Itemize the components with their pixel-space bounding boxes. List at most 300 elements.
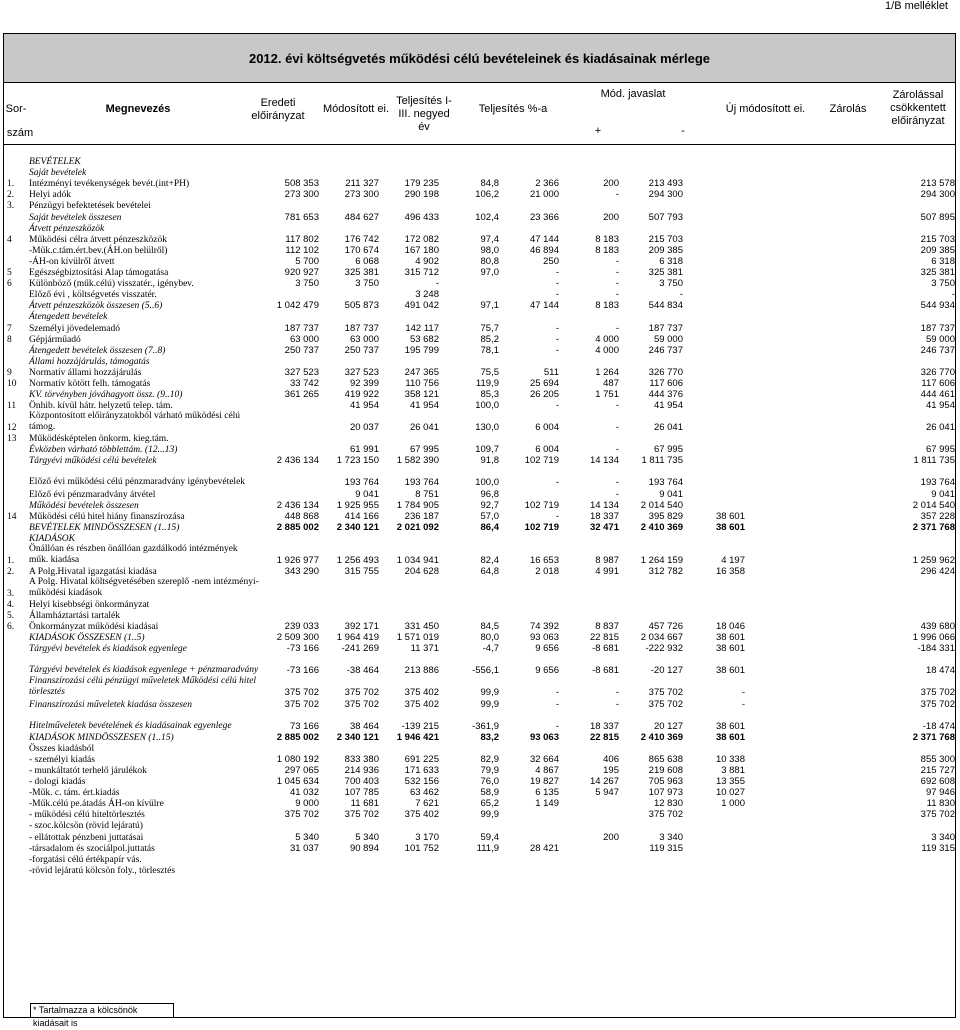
header-plus: + [594,125,602,137]
row-number [6,798,28,809]
cell-value: - [555,720,559,732]
cell-value [746,156,956,167]
cell-value [684,245,746,256]
cell-value: 4 197 [721,554,745,566]
header-megnevezes: Megnevezés [105,103,171,115]
row-label: - működési célú hiteltörlesztés [29,810,145,821]
cell-value: - [615,400,619,412]
cell-value: 2 021 092 [396,521,439,533]
row-label: Egészségbiztosítási Alap támogatása [29,268,169,279]
cell-value [320,156,380,167]
cell-value [500,167,560,178]
cell-value: 239 033 [284,621,319,633]
cell-value [684,843,746,854]
row-number [6,865,28,876]
cell-value: 375 702 [284,809,319,821]
cell-value [260,577,320,599]
cell-value: - [741,698,745,710]
row-number [6,356,28,367]
cell-value: 6 318 [931,255,955,267]
cell-value: 6 068 [355,255,379,267]
cell-value: 117 802 [285,233,319,245]
header-zarolas: Zárolás [829,103,867,115]
cell-value: 57,0 [480,510,499,522]
cell-value: 294 300 [648,189,683,201]
row-label: -társadalom és szociálpol.juttatás [29,843,155,854]
cell-value: 170 674 [344,244,379,256]
cell-value: 2 366 [535,178,559,190]
cell-value [560,820,620,831]
cell-value: 97,1 [480,300,499,312]
cell-value: 18 474 [925,665,955,677]
cell-value: 1 256 493 [336,554,379,566]
cell-value: 444 461 [920,389,955,401]
cell-value: - [615,422,619,434]
cell-value: 111,9 [476,842,499,854]
cell-value [500,356,560,367]
cell-value: 8 837 [595,621,619,633]
row-label: - munkáltatót terhelő járulékok [29,765,147,776]
cell-value: 325 381 [344,267,379,279]
cell-value: - [615,444,619,456]
cell-value: 2 410 369 [640,731,683,743]
row-label: Működési célra átvett pénzeszközök [29,234,167,245]
cell-value: 80,8 [480,255,499,267]
row-number [6,345,28,356]
row-number [6,632,28,643]
cell-value: 19 827 [529,776,559,788]
cell-value: 457 726 [648,621,683,633]
cell-value [380,533,440,544]
cell-value [500,311,560,322]
cell-value: 41 954 [653,400,683,412]
cell-value [684,223,746,234]
cell-value [260,167,320,178]
cell-value: 93 063 [529,632,559,644]
row-label: -rövid lejáratú kölcsön foly., törlesztés [29,865,176,876]
row-number [6,455,28,466]
cell-value [620,356,684,367]
cell-value: 22 815 [589,731,619,743]
cell-value [380,156,440,167]
cell-value: 38 601 [715,731,745,743]
cell-value [500,809,560,820]
cell-value: 86,4 [480,521,499,533]
row-number [6,643,28,654]
row-label: Pénzügyi befektetések bevételei [29,201,151,212]
cell-value: 532 156 [404,776,439,788]
cell-value [684,211,746,222]
cell-value: 3 750 [295,278,319,290]
cell-value: - [555,322,559,334]
row-label: Államháztartási tartalék [29,611,120,622]
cell-value: 209 385 [920,244,955,256]
table-row [6,654,956,676]
row-label: Saját bevételek [29,168,87,179]
cell-value: 67 995 [925,444,955,456]
cell-value: 38 601 [715,720,745,732]
cell-value [620,577,684,599]
cell-value [260,743,320,754]
cell-value [260,854,320,865]
row-number [6,765,28,776]
cell-value: 326 770 [648,366,683,378]
cell-value: 100,0 [475,400,499,412]
cell-value: 14 134 [589,499,619,511]
cell-value: 26 041 [925,422,955,434]
cell-value [684,455,746,466]
cell-value: 375 702 [648,809,683,821]
cell-value: 102 719 [524,455,559,467]
cell-value: 496 433 [404,211,439,223]
cell-value: 59 000 [925,333,955,345]
cell-value: 439 680 [920,621,955,633]
row-number [6,466,28,488]
row-label: Hitelműveletek bevételének és kiadásainak egyenlege [29,720,232,731]
cell-value: 74 392 [529,621,559,633]
row-number [6,787,28,798]
cell-value: 67 995 [653,444,683,456]
cell-value: 250 737 [344,344,379,356]
cell-value [260,311,320,322]
cell-value [746,577,956,599]
cell-value: 193 764 [648,477,683,489]
cell-value [320,223,380,234]
cell-value: 9 000 [295,798,319,810]
page-title: 2012. évi költségvetés működési célú bevételeinek és kiadásainak mérlege [3,33,956,83]
cell-value: 9 041 [931,488,955,500]
row-number [6,223,28,234]
cell-value [440,854,500,865]
cell-value [260,610,320,621]
cell-value [440,820,500,831]
cell-value: 47 144 [529,233,559,245]
table-row [6,732,956,743]
cell-value: 32 471 [589,521,619,533]
table-row [6,632,956,643]
table-row [6,754,956,765]
cell-value: 2 014 540 [640,499,683,511]
table-row [6,599,956,610]
cell-value [560,533,620,544]
cell-value: - [555,278,559,290]
cell-value [684,156,746,167]
table-row [6,533,956,544]
cell-value [684,444,746,455]
cell-value [746,743,956,754]
cell-value [746,599,956,610]
cell-value: 2 034 667 [640,632,683,644]
cell-value: 112 102 [285,244,319,256]
cell-value: 10 027 [715,787,745,799]
row-number: 3. [7,589,15,599]
cell-value: 312 782 [648,566,683,577]
header-teljesites-pct: Teljesítés %-a [478,103,548,115]
cell-value: 213 578 [920,178,955,190]
cell-value: - [615,278,619,290]
cell-value [380,599,440,610]
cell-value: 3 170 [415,831,439,843]
cell-value [440,865,500,876]
cell-value: 53 682 [409,333,439,345]
cell-value: 2 885 002 [276,731,319,743]
cell-value [380,865,440,876]
table-row [6,710,956,732]
cell-value [560,854,620,865]
cell-value: 85,3 [480,389,499,401]
cell-value: 211 327 [345,178,379,190]
cell-value: 9 656 [535,643,559,655]
cell-value: 1 000 [721,798,745,810]
cell-value [440,167,500,178]
cell-value: 2 371 768 [912,521,955,533]
cell-value: 544 834 [648,300,683,312]
row-label: Önkormányzat működési kiadásai [29,622,159,633]
cell-value: 2 340 121 [336,731,379,743]
cell-value: 109,7 [475,444,499,456]
row-number [6,809,28,820]
cell-value [500,577,560,599]
cell-value: 107 785 [344,787,379,799]
cell-value: - [555,510,559,522]
cell-value [560,743,620,754]
cell-value [560,156,620,167]
table-row [6,356,956,367]
cell-value: 4 000 [595,344,619,356]
cell-value: 102 719 [524,499,559,511]
cell-value: 204 628 [404,566,439,577]
cell-value: 508 353 [284,178,319,190]
cell-value: 213 886 [404,665,439,677]
table-row [6,831,956,842]
table-row [6,798,956,809]
row-number: 13 [7,434,17,445]
cell-value: -556,1 [472,665,499,677]
cell-value [440,610,500,621]
cell-value: 61 991 [349,444,379,456]
cell-value [684,300,746,311]
cell-value: 102,4 [475,211,499,223]
table-row [6,211,956,222]
cell-value: 331 450 [404,621,439,633]
row-number [6,311,28,322]
cell-value: 64,8 [480,566,499,577]
cell-value: - [555,289,559,301]
cell-value: 246 737 [648,344,683,356]
cell-value: 375 702 [648,698,683,710]
cell-value: 193 764 [344,477,379,489]
cell-value: 4 867 [535,764,559,776]
row-label: A Polg.Hivatal igazgatási kiadása [29,567,157,577]
cell-value: 3 881 [721,764,745,776]
cell-value [684,322,746,333]
cell-value: 97,4 [480,233,499,245]
cell-value: 26 205 [529,389,559,401]
table-row [6,433,956,444]
cell-value [260,533,320,544]
cell-value: 1 811 735 [641,455,683,467]
cell-value [320,577,380,599]
cell-value: - [615,687,619,699]
cell-value [684,289,746,300]
cell-value [260,200,320,211]
cell-value: 23 366 [529,211,559,223]
cell-value [684,378,746,389]
cell-value: 93 063 [529,731,559,743]
cell-value [440,289,500,300]
cell-value: 4 902 [415,255,439,267]
cell-value: 75,7 [480,322,499,334]
table-row [6,334,956,345]
cell-value: 32 664 [529,753,559,765]
budget-table [6,156,956,876]
cell-value: 65,2 [480,798,499,810]
cell-value: 273 300 [344,189,379,201]
table-row [6,809,956,820]
table-row [6,256,956,267]
cell-value [746,356,956,367]
cell-value [620,156,684,167]
footnote: * Tartalmazza a kölcsönök kiadásait is [30,1003,174,1018]
cell-value: 14 267 [589,776,619,788]
row-label: Gépjárműadó [29,334,81,345]
row-label: Helyi kisebbségi önkormányzat [29,600,150,611]
cell-value [500,610,560,621]
cell-value [746,433,956,444]
cell-value: 357 228 [920,510,955,522]
cell-value: 315 755 [344,566,379,577]
header-sor: Sor- [5,103,27,115]
table-row [6,189,956,200]
cell-value [746,167,956,178]
cell-value [620,854,684,865]
cell-value: 82,9 [480,753,499,765]
cell-value: 92 399 [349,377,379,389]
cell-value: 250 [543,255,559,267]
row-number: 10 [7,378,17,389]
table-row [6,500,956,511]
cell-value [440,156,500,167]
table-row [6,610,956,621]
cell-value: 8 183 [595,233,619,245]
row-number [6,289,28,300]
cell-value [500,743,560,754]
cell-value: -184 331 [917,643,955,655]
row-number: 9 [7,367,12,378]
cell-value: 171 633 [404,764,439,776]
cell-value: 3 340 [931,831,955,843]
table-row [6,411,956,433]
cell-value: 47 144 [529,300,559,312]
header-modositott: Módosított ei. [322,103,390,115]
cell-value [260,599,320,610]
cell-value [260,466,320,488]
cell-value [684,865,746,876]
cell-value [500,854,560,865]
row-label: Személyi jövedelemadó [29,323,121,334]
cell-value [560,843,620,854]
row-label: Működésképtelen önkorm. kieg.tám. [29,434,169,445]
cell-value [684,599,746,610]
cell-value [440,278,500,289]
cell-value: 41 954 [409,400,439,412]
cell-value: 18 337 [589,720,619,732]
row-number: 4 [7,234,12,245]
cell-value: - [555,267,559,279]
cell-value: - [435,278,439,290]
cell-value: 375 702 [284,698,319,710]
cell-value: 7 621 [415,798,439,810]
cell-value: 273 300 [284,189,319,201]
cell-value: 38 601 [715,643,745,655]
table-row [6,643,956,654]
cell-value: 209 385 [648,244,683,256]
row-label: Működési bevételek összesen [29,500,139,511]
cell-value: 215 703 [648,233,683,245]
cell-value: 98,0 [480,244,499,256]
cell-value: 63 462 [409,787,439,799]
header-zarolassal: Zárolással csökkentett előirányzat [890,89,946,127]
cell-value: 142 117 [405,322,439,334]
cell-value: 106,2 [475,189,499,201]
table-row [6,389,956,400]
cell-value [260,356,320,367]
row-label: -Műk.célú pe.átadás ÁH-on kívülre [29,799,164,810]
row-number [6,676,28,698]
cell-value: 2 436 134 [276,455,319,467]
cell-value: 375 702 [648,687,683,699]
cell-value [620,533,684,544]
cell-value: 325 381 [648,267,683,279]
cell-value: 505 873 [344,300,379,312]
row-label: Finanszírozási műveletek kiadása összesen [29,699,192,710]
cell-value: - [555,687,559,699]
row-number [6,245,28,256]
row-number: 11 [7,401,17,412]
cell-value: 250 737 [284,344,319,356]
cell-value: 444 376 [648,389,683,401]
cell-value: 395 829 [648,510,683,522]
cell-value [684,533,746,544]
cell-value [560,200,620,211]
row-number: 5. [7,611,15,622]
cell-value [560,577,620,599]
cell-value [684,167,746,178]
cell-value: 187 737 [920,322,955,334]
row-label: Központosított előirányzatokból várható működési célú támog. [29,411,241,433]
cell-value [684,356,746,367]
table-row [6,577,956,599]
cell-value: 1 925 955 [336,499,379,511]
cell-value: 375 702 [344,809,379,821]
cell-value: 9 656 [535,665,559,677]
cell-value [320,743,380,754]
cell-value: 3 750 [659,278,683,290]
table-row [6,743,956,754]
cell-value: 96,8 [480,488,499,500]
cell-value: 85,2 [480,333,499,345]
cell-value: -20 127 [650,665,683,677]
row-label: -Műk. c. tám. ért.kiadás [29,788,120,799]
cell-value: 31 037 [289,842,319,854]
cell-value: 16 358 [715,566,745,577]
row-number: 6. [7,622,15,633]
cell-value [500,433,560,444]
cell-value: 200 [603,211,619,223]
cell-value: 12 830 [653,798,683,810]
row-label: -ÁH-on kívülről átvett [29,256,115,267]
row-label: KIADÁSOK MINDÖSSZESEN (1..15) [29,732,174,743]
